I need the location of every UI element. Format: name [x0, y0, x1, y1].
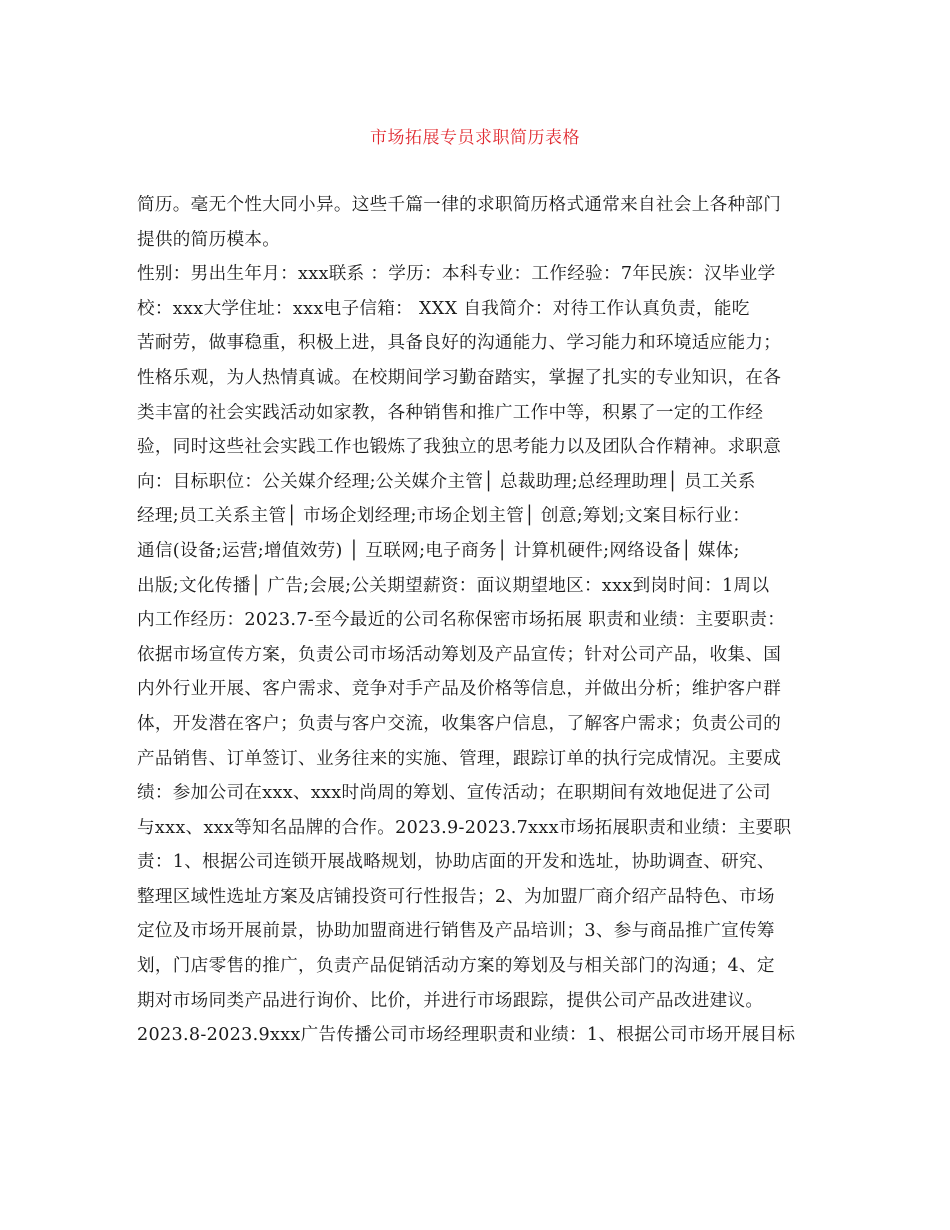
document-body [137, 188, 813, 1053]
body-line: 体，开发潜在客户；负责与客户交流，收集客户信息，了解客户需求；负责公司的 [137, 713, 782, 734]
body-line: 内外行业开展、客户需求、竞争对手产品及价格等信息，并做出分析；维护客户群 [137, 679, 782, 700]
body-line: 2023.8-2023.9xxx广告传播公司市场经理职责和业绩：1、根据公司市场开展目标 [137, 1025, 796, 1046]
body-line: 简历。毫无个性大同小异。这些千篇一律的求职简历格式通常来自社会上各种部门 [137, 195, 782, 215]
body-line: 依据市场宣传方案，负责公司市场活动筹划及产品宣传；针对公司产品，收集、国 [137, 644, 782, 665]
body-line: 类丰富的社会实践活动如家教，各种销售和推广工作中等，积累了一定的工作经 [137, 402, 764, 423]
body-line: 验，同时这些社会实践工作也锻炼了我独立的思考能力以及团队合作精神。求职意 [137, 437, 782, 458]
document-title: 市场拓展专员求职简历表格 [370, 128, 580, 148]
body-line: 性格乐观，为人热情真诚。在校期间学习勤奋踏实，掌握了扎实的专业知识，在各 [137, 367, 782, 388]
body-line: 苦耐劳，做事稳重，积极上进，具备良好的沟通能力、学习能力和环境适应能力； [137, 333, 782, 354]
body-line: 整理区域性选址方案及店铺投资可行性报告；2、为加盟厂商介绍产品特色、市场 [137, 886, 775, 907]
body-line: 内工作经历：2023.7-至今最近的公司名称保密市场拓展 职责和业绩：主要职责： [137, 610, 786, 631]
body-line: 提供的简历模本。 [137, 229, 281, 250]
body-line: 期对市场同类产品进行询价、比价，并进行市场跟踪，提供公司产品改进建议。 [137, 990, 764, 1011]
body-line: 向：目标职位：公关媒介经理;公关媒介主管│ 总裁助理;总经理助理│ 员工关系 [137, 471, 756, 492]
body-line: 划，门店零售的推广，负责产品促销活动方案的筹划及与相关部门的沟通；4、定 [137, 956, 775, 977]
body-line: 绩：参加公司在xxx、xxx时尚周的筹划、宣传活动；在职期间有效地促进了公司 [137, 783, 771, 804]
body-line: 经理;员工关系主管│ 市场企划经理;市场企划主管│ 创意;筹划;文案目标行业： [137, 506, 751, 527]
body-line: 责：1、根据公司连锁开展战略规划，协助店面的开发和选址，协助调查、研究、 [137, 852, 775, 873]
body-line: 定位及市场开展前景，协助加盟商进行销售及产品培训；3、参与商品推广宣传筹 [137, 921, 775, 942]
body-line: 通信(设备;运营;增值效劳) │ 互联网;电子商务│ 计算机硬件;网络设备│ 媒体; [137, 540, 740, 561]
body-line: 与xxx、xxx等知名品牌的合作。2023.9-2023.7xxx市场拓展职责和业绩：主要职 [137, 817, 792, 838]
body-line: 性别：男出生年月：xxx联系 ：学历：本科专业：工作经验：7年民族：汉毕业学 [137, 264, 776, 285]
body-line: 出版;文化传播│ 广告;会展;公关期望薪资：面议期望地区：xxx到岗时间：1周以 [137, 575, 770, 596]
body-line: 校：xxx大学住址：xxx电子信箱： XXX 自我简介：对待工作认真负责，能吃 [137, 298, 750, 319]
body-line: 产品销售、订单签订、业务往来的实施、管理，跟踪订单的执行完成情况。主要成 [137, 748, 782, 769]
